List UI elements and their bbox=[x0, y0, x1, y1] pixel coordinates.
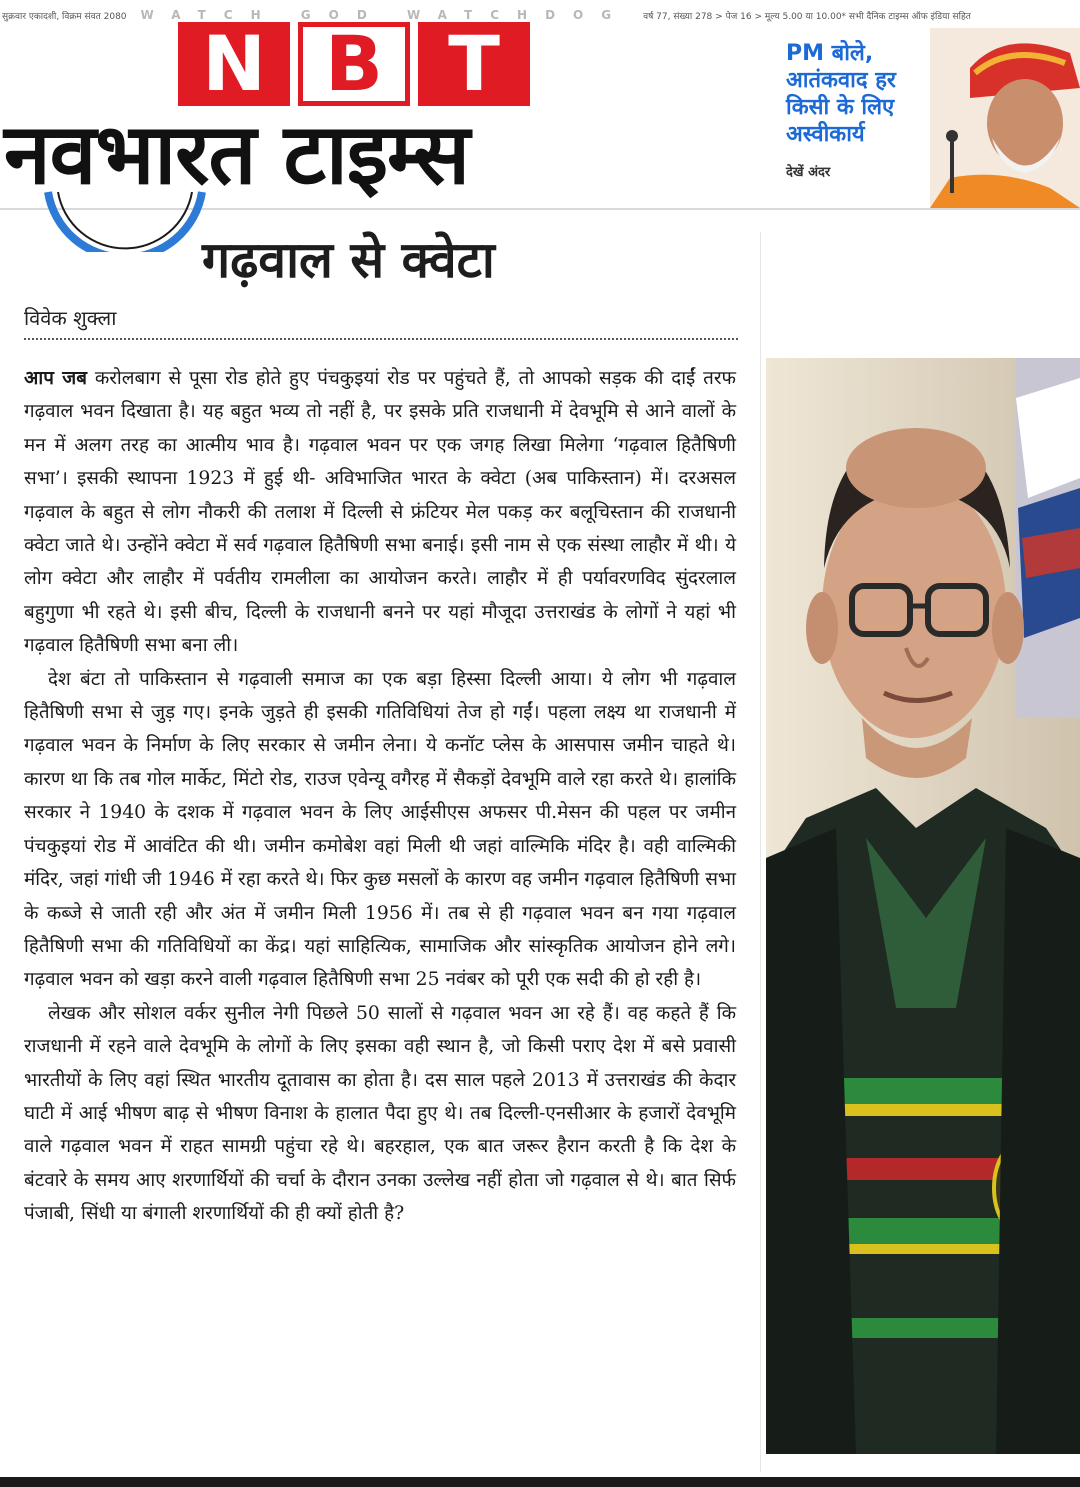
paragraph: लेखक और सोशल वर्कर सुनील नेगी पिछले 50 सालों से गढ़वाल भवन आ रहे हैं। वह कहते हैं कि राजधानी में रहने वाले देवभूमि के लोगों के लिए इसका वही स्थान है, जो किसी पराए देश में बसे प्रवासी भारतीयों के लिए वहां स्थित भारतीय दूतावास का होता है। दस साल पहले 2013 में उत्तराखंड की केदार घाटी में आई भीषण बाढ़ से भीषण विनाश के हालात पैदा हुए थे। तब दिल्ली-एनसीआर के हजारों देवभूमि वाले गढ़वाल भवन में राहत सामग्री पहुंचा रहे थे। बहरहाल, एक बात जरूर हैरान करती है कि देश के बंटवारे के समय आए शरणार्थियों की चर्चा के दौरान उनका उल्लेख नहीं होता जो गढ़वाल से थे। बात सिर्फ पंजाबी, सिंधी या बंगाली शरणार्थियों की ही क्यों होती है? bbox=[24, 1002, 736, 1225]
promo-line: आतंकवाद हर bbox=[786, 68, 896, 93]
paragraph bbox=[24, 362, 736, 663]
right-column bbox=[760, 212, 1080, 1477]
logo-letter-n: N bbox=[178, 22, 290, 106]
logo-letter-b: B bbox=[298, 22, 410, 106]
article bbox=[0, 212, 760, 1477]
portrait-photo bbox=[766, 358, 1080, 1454]
circle-graphic-icon bbox=[40, 152, 210, 252]
promo-line: PM बोले, bbox=[786, 41, 874, 66]
promo-line: किसी के लिए bbox=[786, 95, 895, 120]
promo-box[interactable] bbox=[760, 28, 1080, 208]
article-body bbox=[24, 362, 736, 1231]
bottom-bar bbox=[0, 1477, 1080, 1487]
newspaper-title: नवभारत टाइम्स bbox=[4, 105, 470, 203]
author-byline: विवेक शुक्ला bbox=[24, 306, 117, 330]
portrait-illustration-icon bbox=[766, 358, 1080, 1454]
article-headline: गढ़वाल से क्वेटा bbox=[202, 231, 495, 289]
promo-subtext: देखें अंदर bbox=[786, 165, 831, 180]
pm-photo bbox=[930, 28, 1080, 208]
top-info-strip bbox=[0, 6, 1080, 24]
promo-line: अस्वीकार्य bbox=[786, 122, 865, 147]
nbt-logo[interactable] bbox=[178, 19, 530, 112]
lead-in: आप जब bbox=[24, 367, 87, 389]
issue-info: वर्ष 77, संख्या 278 > पेज 16 > मूल्य 5.00 या 10.00* सभी दैनिक टाइम्स ऑफ इंडिया सहित bbox=[643, 11, 971, 22]
date-line: सुक्रवार एकादशी, विक्रम संवत 2080 bbox=[2, 11, 127, 22]
byline-divider bbox=[24, 338, 738, 340]
paragraph: देश बंटा तो पाकिस्तान से गढ़वाली समाज का एक बड़ा हिस्सा दिल्ली आया। ये लोग भी गढ़वाल हितैषिणी सभा से जुड़ गए। इनके जुड़ते ही इसकी गतिविधियां तेज हो गईं। पहला लक्ष्य था राजधानी में गढ़वाल भवन के निर्माण के लिए सरकार से जमीन लेना। ये कनॉट प्लेस के आसपास जमीन चाहते थे। कारण था कि तब गोल मार्केट, मिंटो रोड, राउज एवेन्यू वगैरह में सैकड़ों देवभूमि वाले रहा करते थे। हालांकि सरकार ने 1940 के दशक में गढ़वाल भवन के लिए आईसीएस अफसर पी.मेसन की पहल पर जमीन पंचकुइयां रोड में आवंटित की थी। जमीन कमोबेश वहां मिली थी जहां वाल्मिकि मंदिर है। वही वाल्मिकी मंदिर, जहां गांधी जी 1946 में रहा करते थे। फिर कुछ मसलों के कारण वह जमीन गढ़वाल हितैषिणी सभा के कब्जे से जाती रही और अंत में जमीन मिली 1956 में। तब से ही गढ़वाल भवन बन गया गढ़वाल हितैषिणी सभा की गतिविधियों का केंद्र। यहां साहित्यिक, सामाजिक और सांस्कृतिक आयोजन होने लगे। गढ़वाल भवन को खड़ा करने वाली गढ़वाल हितैषिणी सभा 25 नवंबर को पूरी एक सदी की हो रही है। bbox=[24, 668, 736, 991]
motto: WATCH GOD WATCHDOG bbox=[140, 8, 630, 22]
logo-letter-t: T bbox=[418, 22, 530, 106]
column-divider bbox=[760, 232, 761, 1472]
paragraph-text: करोलबाग से पूसा रोड होते हुए पंचकुइयां रोड पर पहुंचते हैं, तो आपको सड़क की दाईं तरफ गढ़वाल भवन दिखाता है। यह बहुत भव्य तो नहीं है, पर इसके प्रति राजधानी में देवभूमि से आने वालों के मन में अलग तरह का आत्मीय भाव है। गढ़वाल भवन पर एक जगह लिखा मिलेगा ‘गढ़वाल हितैषिणी सभा’। इसकी स्थापना 1923 में हुई थी- अविभाजित भारत के क्वेटा (अब पाकिस्तान) में। दरअसल गढ़वाल के बहुत से लोग नौकरी की तलाश में दिल्ली से फ्रंटियर मेल पकड़ कर बलूचिस्तान की राजधानी क्वेटा जाते थे। उन्होंने क्वेटा में सर्व गढ़वाल हितैषिणी सभा बनाई। इसी नाम से एक संस्था लाहौर में थी। ये लोग क्वेटा और लाहौर में पर्वतीय रामलीला का आयोजन करते। लाहौर में ही पर्यावरणविद सुंदरलाल बहुगुणा भी रहते थे। इसी बीच, दिल्ली के राजधानी बनने पर यहां मौजूदा उत्तराखंड के लोगों ने यहां भी गढ़वाल हितैषिणी सभा बना ली। bbox=[24, 368, 736, 657]
